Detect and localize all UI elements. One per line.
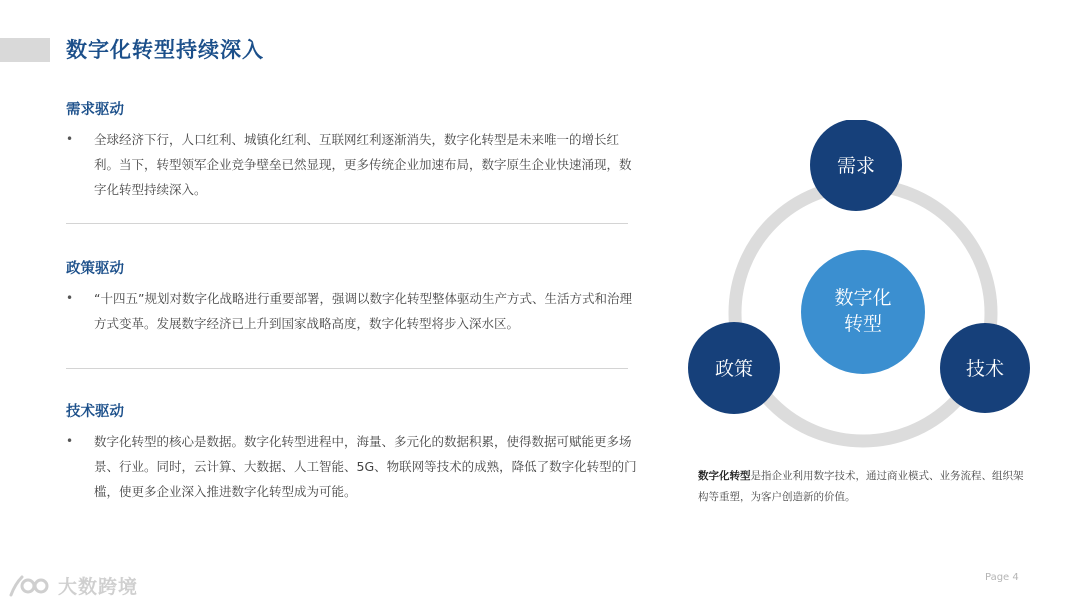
center-label-line1: 数字化 (834, 287, 892, 309)
section-heading: 技术驱动 (66, 404, 124, 420)
node-technology-label: 技术 (965, 358, 1005, 380)
bullet-item (66, 429, 638, 504)
title-accent-bar (0, 38, 50, 62)
center-circle (801, 250, 925, 374)
page-title: 数字化转型持续深入 (66, 38, 264, 62)
transformation-cycle-diagram (680, 120, 1040, 460)
bullet-text: “十四五”规划对数字化战略进行重要部署，强调以数字化转型整体驱动生产方式、生活方式和治理方式变革。发展数字经济已上升到国家战略高度，数字化转型将步入深水区。 (94, 291, 632, 331)
node-demand-label: 需求 (836, 155, 876, 177)
section-technology (66, 400, 638, 504)
section-heading: 政策驱动 (66, 261, 124, 277)
section-policy (66, 257, 638, 336)
center-label-line2: 转型 (843, 313, 883, 335)
node-policy-label: 政策 (714, 358, 754, 380)
bullet-dot: • (66, 434, 74, 448)
diagram-caption (698, 466, 1028, 508)
section-heading: 需求驱动 (66, 102, 124, 118)
bullet-text: 全球经济下行，人口红利、城镇化红利、互联网红利逐渐消失，数字化转型是未来唯一的增长红利。当下，转型领军企业竞争壁垒已然显现，更多传统企业加速布局，数字原生企业快速涌现，数字化转型持续深入。 (94, 132, 632, 197)
page-number: Page 4 (985, 572, 1019, 583)
logo-icon (8, 573, 52, 599)
caption-text: 是指企业利用数字技术，通过商业模式、业务流程、组织架构等重塑，为客户创造新的价值。 (698, 470, 1024, 503)
section-demand (66, 98, 638, 202)
caption-term: 数字化转型 (698, 470, 751, 482)
section-divider (66, 223, 628, 224)
watermark-text: 大数跨境 (58, 576, 139, 598)
section-divider (66, 368, 628, 369)
bullet-item (66, 286, 638, 336)
bullet-text: 数字化转型的核心是数据。数字化转型进程中，海量、多元化的数据积累，使得数据可赋能更多场景、行业。同时，云计算、大数据、人工智能、5G、物联网等技术的成熟，降低了数字化转型的门槛，使更多企业深入推进数字化转型成为可能。 (94, 434, 637, 499)
watermark (8, 572, 138, 599)
bullet-dot: • (66, 132, 74, 146)
bullet-item (66, 127, 638, 202)
bullet-dot: • (66, 291, 74, 305)
